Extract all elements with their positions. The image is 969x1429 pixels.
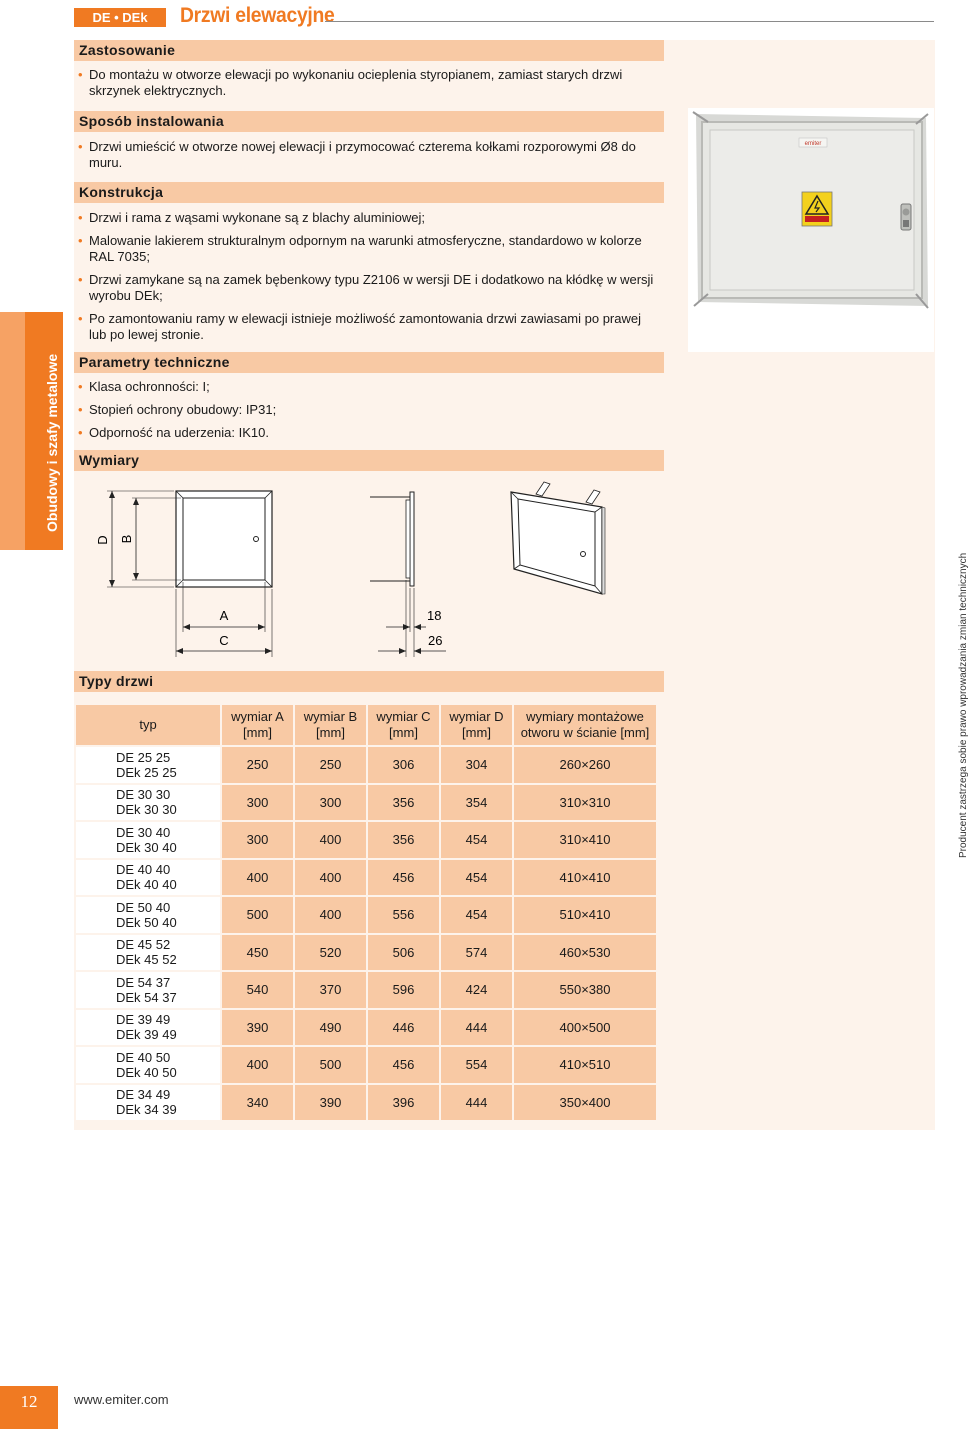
cell-otwor: 550×380 [514,972,656,1008]
cell-typ [76,1085,220,1121]
typ-de: DE 50 40 [116,899,171,915]
cell-d: 574 [441,935,512,971]
column-header-d: wymiar D [mm] [441,705,512,745]
cell-c: 556 [368,897,439,933]
cell-a: 250 [222,747,293,783]
cell-b: 520 [295,935,366,971]
column-header-a: wymiar A [mm] [222,705,293,745]
sposob-list [78,139,663,178]
cell-d: 444 [441,1010,512,1046]
cell-d: 424 [441,972,512,1008]
parametry-list [78,379,658,448]
typ-dek: DEk 30 40 [116,839,177,855]
table-row [76,860,656,896]
cell-d: 554 [441,1047,512,1083]
typ-dek: DEk 40 50 [116,1064,177,1080]
label-a: A [219,608,229,623]
cell-d: 454 [441,822,512,858]
typ-dek: DEk 25 25 [116,764,177,780]
cell-otwor: 310×410 [514,822,656,858]
typ-de: DE 40 50 [116,1049,171,1065]
typ-dek: DEk 54 37 [116,989,177,1005]
column-header-c: wymiar C [mm] [368,705,439,745]
typ-de: DE 25 25 [116,749,171,765]
cell-a: 300 [222,785,293,821]
table-header-row [76,705,656,745]
cell-typ [76,860,220,896]
list-item: • Stopień ochrony obudowy: IP31; [78,402,658,418]
cell-otwor: 310×310 [514,785,656,821]
cell-b: 400 [295,822,366,858]
cell-c: 356 [368,822,439,858]
footer-url[interactable]: www.emiter.com [74,1392,169,1407]
column-header-otwor: wymiary montażowe otworu w ścianie [mm] [514,705,656,745]
table-row [76,1010,656,1046]
cell-typ [76,747,220,783]
table-row [76,822,656,858]
typ-de: DE 40 40 [116,862,171,878]
label-c: C [219,633,229,648]
cell-otwor: 260×260 [514,747,656,783]
cell-typ [76,785,220,821]
cell-b: 500 [295,1047,366,1083]
cell-a: 450 [222,935,293,971]
table-row [76,897,656,933]
label-18: 18 [427,608,442,623]
cell-c: 356 [368,785,439,821]
list-item: • Malowanie lakierem strukturalnym odpornym na warunki atmosferyczne, standardowo w kolorze RAL 7035; [78,233,658,265]
label-26: 26 [428,633,443,648]
cell-c: 596 [368,972,439,1008]
zastosowanie-list [78,67,658,106]
cell-c: 446 [368,1010,439,1046]
typ-de: DE 39 49 [116,1012,171,1028]
cell-b: 300 [295,785,366,821]
page-number: 12 [0,1386,58,1429]
list-item: • Do montażu w otworze elewacji po wykonaniu ocieplenia styropianem, zamiast starych drzwi skrzynek elektrycznych. [78,67,658,99]
section-heading-sposob: Sposób instalowania [74,111,664,132]
section-heading-wymiary: Wymiary [74,450,664,471]
cell-c: 506 [368,935,439,971]
typ-dek: DEk 45 52 [116,952,177,968]
cell-a: 340 [222,1085,293,1121]
label-d: D [95,535,110,545]
typ-de: DE 34 49 [116,1087,171,1103]
cell-c: 306 [368,747,439,783]
cell-typ [76,822,220,858]
typ-dek: DEk 50 40 [116,914,177,930]
cell-d: 454 [441,897,512,933]
typ-de: DE 30 30 [116,787,171,803]
cell-typ [76,1047,220,1083]
cell-b: 400 [295,897,366,933]
product-photo [688,108,934,352]
cell-a: 540 [222,972,293,1008]
cell-a: 400 [222,1047,293,1083]
typ-de: DE 30 40 [116,824,171,840]
cell-d: 454 [441,860,512,896]
cell-a: 300 [222,822,293,858]
cell-otwor: 350×400 [514,1085,656,1121]
konstrukcja-list [78,210,658,350]
side-tab-shade [0,312,25,550]
table-row [76,1047,656,1083]
list-item: • Odporność na uderzenia: IK10. [78,425,658,441]
label-b: B [119,534,134,544]
cell-d: 354 [441,785,512,821]
typ-de: DE 54 37 [116,974,171,990]
cell-otwor: 410×410 [514,860,656,896]
cell-b: 390 [295,1085,366,1121]
table-row [76,747,656,783]
section-heading-typy: Typy drzwi [74,671,664,692]
table-row [76,1085,656,1121]
column-header-typ: typ [76,705,220,745]
cell-typ [76,972,220,1008]
section-heading-zastosowanie: Zastosowanie [74,40,664,61]
list-item: • Klasa ochronności: I; [78,379,658,395]
table-row [76,972,656,1008]
cell-a: 390 [222,1010,293,1046]
cell-b: 490 [295,1010,366,1046]
brand-plate: emiter [804,141,822,147]
typ-dek: DEk 39 49 [116,1027,177,1043]
table-row [76,785,656,821]
cell-c: 456 [368,860,439,896]
section-heading-parametry: Parametry techniczne [74,352,664,373]
cell-typ [76,935,220,971]
cell-typ [76,1010,220,1046]
list-item: • Drzwi umieścić w otworze nowej elewacji i przymocować czterema kołkami rozporowymi Ø8 do muru. [78,139,663,171]
cell-otwor: 510×410 [514,897,656,933]
table-row [76,935,656,971]
cell-c: 396 [368,1085,439,1121]
cell-d: 304 [441,747,512,783]
cell-a: 500 [222,897,293,933]
cell-a: 400 [222,860,293,896]
header-tab: DE • DEk [74,8,166,27]
types-table [74,703,658,1122]
cell-d: 444 [441,1085,512,1121]
cell-otwor: 410×510 [514,1047,656,1083]
section-heading-konstrukcja: Konstrukcja [74,182,664,203]
typ-dek: DEk 40 40 [116,877,177,893]
header-divider [325,21,934,22]
column-header-b: wymiar B [mm] [295,705,366,745]
cell-b: 370 [295,972,366,1008]
side-category-label: Obudowy i szafy metalowe [44,353,60,532]
cell-b: 250 [295,747,366,783]
cell-c: 456 [368,1047,439,1083]
cell-otwor: 400×500 [514,1010,656,1046]
list-item: • Drzwi zamykane są na zamek bębenkowy typu Z2106 w wersji DE i dodatkowo na kłódkę w wersji wyrobu DEk; [78,272,658,304]
typ-dek: DEk 30 30 [116,802,177,818]
list-item: • Drzwi i rama z wąsami wykonane są z blachy aluminiowej; [78,210,658,226]
page-title: Drzwi elewacyjne [180,4,335,27]
list-item: • Po zamontowaniu ramy w elewacji istnieje możliwość zamontowania drzwi zawiasami po prawej lub po lewej stronie. [78,311,658,343]
cell-b: 400 [295,860,366,896]
cell-otwor: 460×530 [514,935,656,971]
typ-de: DE 45 52 [116,937,171,953]
disclaimer-note: Producent zastrzega sobie prawo wprowadzania zmian technicznych [958,552,969,858]
cell-typ [76,897,220,933]
dimension-diagram [74,470,664,670]
typ-dek: DEk 34 39 [116,1102,177,1118]
